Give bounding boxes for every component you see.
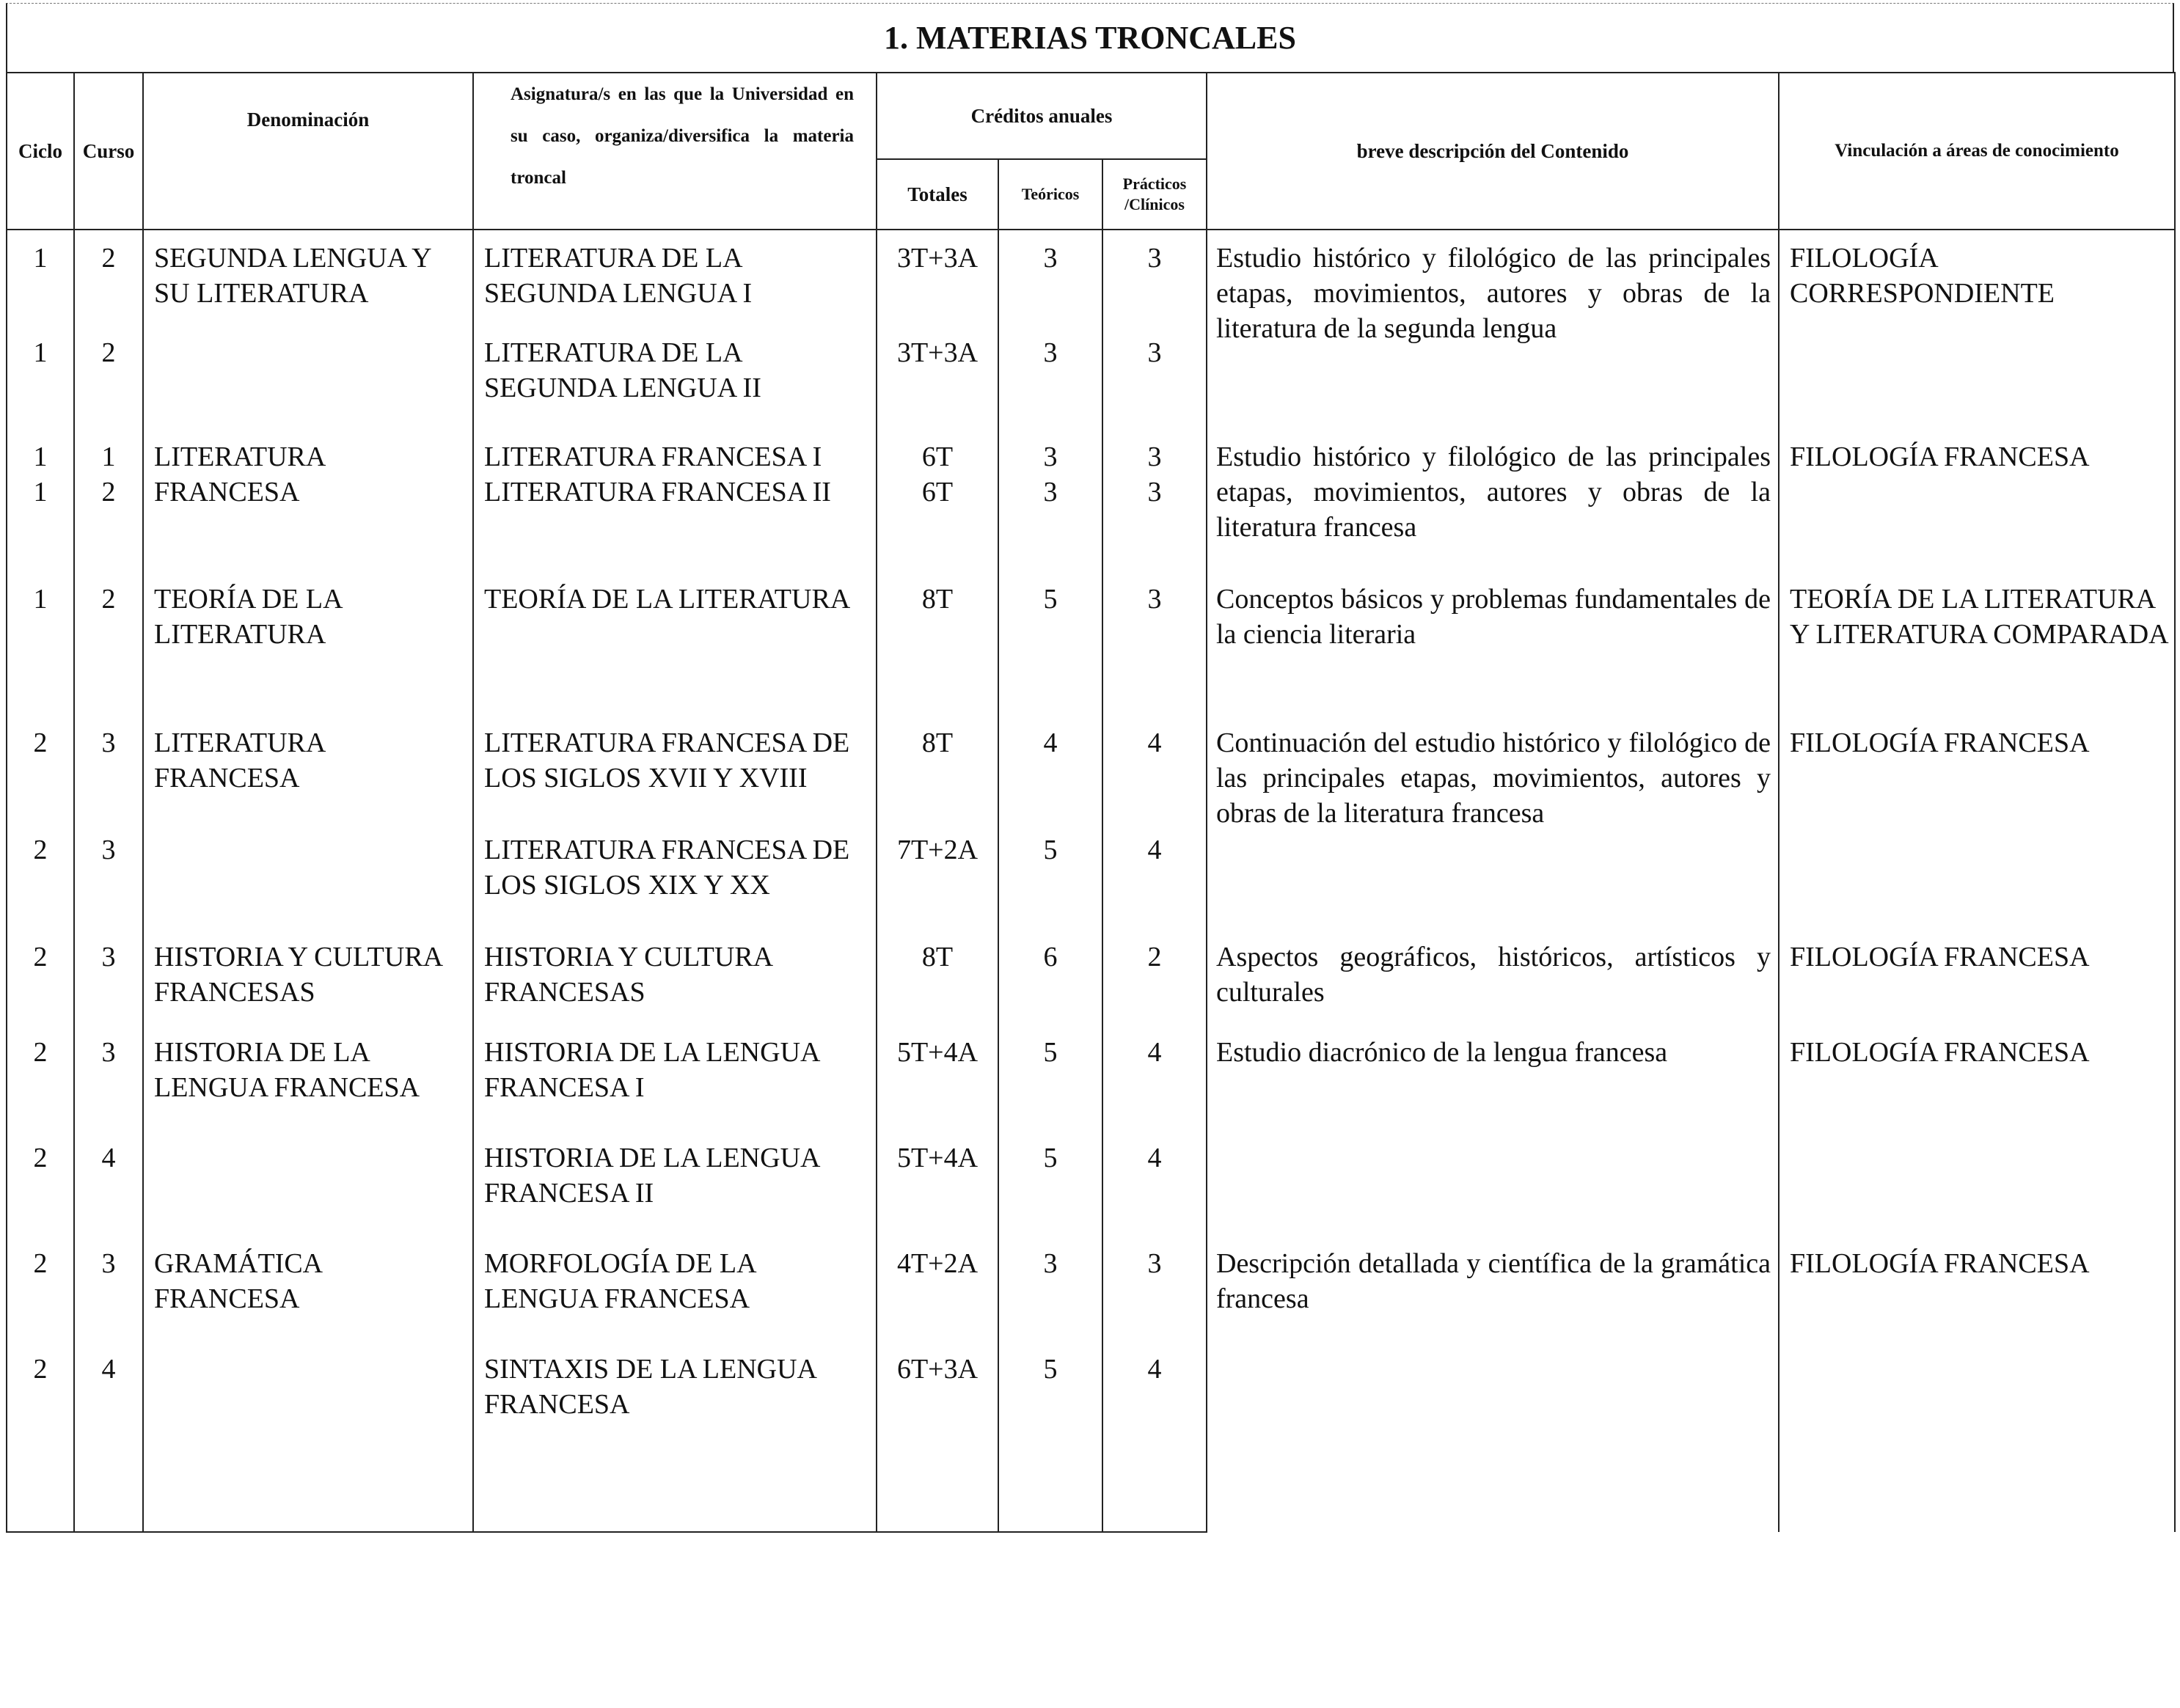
cell-area: FILOLOGÍA FRANCESA [1779, 939, 2175, 1035]
cell-asignatura: LITERATURA DE LA SEGUNDA LENGUA I [473, 230, 877, 335]
cell-asignatura: HISTORIA DE LA LENGUA FRANCESA I [473, 1035, 877, 1140]
cell-totales: 7T+2A [877, 832, 998, 939]
header-vinculacion: Vinculación a áreas de conocimiento [1779, 73, 2175, 230]
cell-curso: 2 [74, 582, 143, 725]
cell-denominacion: HISTORIA Y CULTURA FRANCESAS [143, 939, 473, 1035]
cell-descripcion: Estudio histórico y filológico de las principales etapas, movimientos, autores y obras de la literatura francesa [1207, 439, 1779, 582]
cell-area: FILOLOGÍA FRANCESA [1779, 1035, 2175, 1246]
cell-descripcion: Estudio histórico y filológico de las principales etapas, movimientos, autores y obras de la literatura de la segunda lengua [1207, 230, 1779, 439]
header-creditos: Créditos anuales [877, 73, 1207, 159]
cell-ciclo: 2 [7, 1035, 74, 1140]
cell-curso: 4 [74, 1352, 143, 1532]
cell-denominacion: HISTORIA DE LA LENGUA FRANCESA [143, 1035, 473, 1140]
cell-practicos: 3 [1102, 474, 1207, 582]
cell-denominacion [143, 1352, 473, 1532]
cell-practicos: 3 [1102, 439, 1207, 474]
cell-denominacion: LITERATURA FRANCESA [143, 725, 473, 832]
cell-asignatura: LITERATURA FRANCESA DE LOS SIGLOS XIX Y XX [473, 832, 877, 939]
cell-teoricos: 3 [998, 230, 1102, 335]
cell-area: TEORÍA DE LA LITERATURA Y LITERATURA COMPARADA [1779, 582, 2175, 725]
cell-practicos: 4 [1102, 1140, 1207, 1246]
header-denominacion: Denominación [143, 73, 473, 230]
materias-table [6, 72, 2176, 1533]
cell-denominacion [143, 335, 473, 439]
header-asignatura: Asignatura/s en las que la Universidad en su caso, organiza/diversifica la materia troncal [473, 73, 877, 230]
cell-teoricos: 5 [998, 1035, 1102, 1140]
cell-asignatura: LITERATURA FRANCESA II [473, 474, 877, 582]
document-page [6, 3, 2174, 1540]
cell-asignatura: HISTORIA DE LA LENGUA FRANCESA II [473, 1140, 877, 1246]
cell-descripcion: Continuación del estudio histórico y filológico de las principales etapas, movimientos, autores y obras de la literatura francesa [1207, 725, 1779, 939]
cell-curso: 2 [74, 230, 143, 335]
cell-totales: 3T+3A [877, 230, 998, 335]
cell-curso: 2 [74, 474, 143, 582]
cell-asignatura: LITERATURA DE LA SEGUNDA LENGUA II [473, 335, 877, 439]
header-totales: Totales [877, 159, 998, 230]
cell-area: FILOLOGÍA CORRESPONDIENTE [1779, 230, 2175, 439]
cell-totales: 3T+3A [877, 335, 998, 439]
cell-totales: 6T [877, 439, 998, 474]
cell-totales: 8T [877, 582, 998, 725]
cell-asignatura: SINTAXIS DE LA LENGUA FRANCESA [473, 1352, 877, 1532]
cell-ciclo: 2 [7, 1246, 74, 1352]
cell-denominacion [143, 1140, 473, 1246]
cell-totales: 6T [877, 474, 998, 582]
cell-teoricos: 6 [998, 939, 1102, 1035]
cell-teoricos: 3 [998, 474, 1102, 582]
cell-denominacion: TEORÍA DE LA LITERATURA [143, 582, 473, 725]
cell-practicos: 4 [1102, 832, 1207, 939]
cell-ciclo: 1 [7, 335, 74, 439]
cell-teoricos: 5 [998, 832, 1102, 939]
cell-totales: 8T [877, 725, 998, 832]
cell-totales: 4T+2A [877, 1246, 998, 1352]
cell-ciclo: 1 [7, 439, 74, 474]
cell-curso: 3 [74, 725, 143, 832]
cell-totales: 5T+4A [877, 1035, 998, 1140]
cell-denominacion: SEGUNDA LENGUA Y SU LITERATURA [143, 230, 473, 335]
cell-totales: 8T [877, 939, 998, 1035]
cell-practicos: 4 [1102, 725, 1207, 832]
cell-asignatura: LITERATURA FRANCESA I [473, 439, 877, 474]
cell-curso: 3 [74, 939, 143, 1035]
cell-teoricos: 5 [998, 582, 1102, 725]
header-descripcion: breve descripción del Contenido [1207, 73, 1779, 230]
cell-practicos: 3 [1102, 230, 1207, 335]
cell-practicos: 4 [1102, 1035, 1207, 1140]
cell-teoricos: 5 [998, 1352, 1102, 1532]
cell-denominacion: LITERATURA FRANCESA [143, 439, 473, 582]
cell-practicos: 2 [1102, 939, 1207, 1035]
cell-curso: 1 [74, 439, 143, 474]
cell-curso: 3 [74, 1246, 143, 1352]
cell-asignatura: MORFOLOGÍA DE LA LENGUA FRANCESA [473, 1246, 877, 1352]
header-ciclo: Ciclo [7, 73, 74, 230]
cell-denominacion [143, 832, 473, 939]
cell-curso: 3 [74, 1035, 143, 1140]
cell-area: FILOLOGÍA FRANCESA [1779, 1246, 2175, 1532]
cell-teoricos: 3 [998, 1246, 1102, 1352]
cell-descripcion: Conceptos básicos y problemas fundamentales de la ciencia literaria [1207, 582, 1779, 725]
cell-descripcion: Estudio diacrónico de la lengua francesa [1207, 1035, 1779, 1246]
cell-teoricos: 4 [998, 725, 1102, 832]
cell-curso: 2 [74, 335, 143, 439]
cell-totales: 5T+4A [877, 1140, 998, 1246]
header-curso: Curso [74, 73, 143, 230]
cell-asignatura: TEORÍA DE LA LITERATURA [473, 582, 877, 725]
cell-ciclo: 2 [7, 939, 74, 1035]
cell-asignatura: LITERATURA FRANCESA DE LOS SIGLOS XVII Y XVIII [473, 725, 877, 832]
cell-ciclo: 2 [7, 725, 74, 832]
cell-asignatura: HISTORIA Y CULTURA FRANCESAS [473, 939, 877, 1035]
cell-descripcion: Descripción detallada y científica de la gramática francesa [1207, 1246, 1779, 1532]
cell-practicos: 3 [1102, 582, 1207, 725]
cell-practicos: 3 [1102, 1246, 1207, 1352]
page-title: 1. MATERIAS TRONCALES [6, 3, 2174, 72]
cell-ciclo: 2 [7, 832, 74, 939]
cell-denominacion: GRAMÁTICA FRANCESA [143, 1246, 473, 1352]
cell-practicos: 4 [1102, 1352, 1207, 1532]
cell-ciclo: 2 [7, 1352, 74, 1532]
cell-teoricos: 3 [998, 439, 1102, 474]
cell-teoricos: 3 [998, 335, 1102, 439]
cell-area: FILOLOGÍA FRANCESA [1779, 725, 2175, 939]
cell-practicos: 3 [1102, 335, 1207, 439]
header-practicos: Prácticos /Clínicos [1102, 159, 1207, 230]
cell-totales: 6T+3A [877, 1352, 998, 1532]
cell-curso: 4 [74, 1140, 143, 1246]
cell-descripcion: Aspectos geográficos, históricos, artísticos y culturales [1207, 939, 1779, 1035]
cell-ciclo: 2 [7, 1140, 74, 1246]
cell-area: FILOLOGÍA FRANCESA [1779, 439, 2175, 582]
cell-curso: 3 [74, 832, 143, 939]
header-teoricos: Teóricos [998, 159, 1102, 230]
cell-ciclo: 1 [7, 582, 74, 725]
cell-ciclo: 1 [7, 230, 74, 335]
cell-teoricos: 5 [998, 1140, 1102, 1246]
cell-ciclo: 1 [7, 474, 74, 582]
